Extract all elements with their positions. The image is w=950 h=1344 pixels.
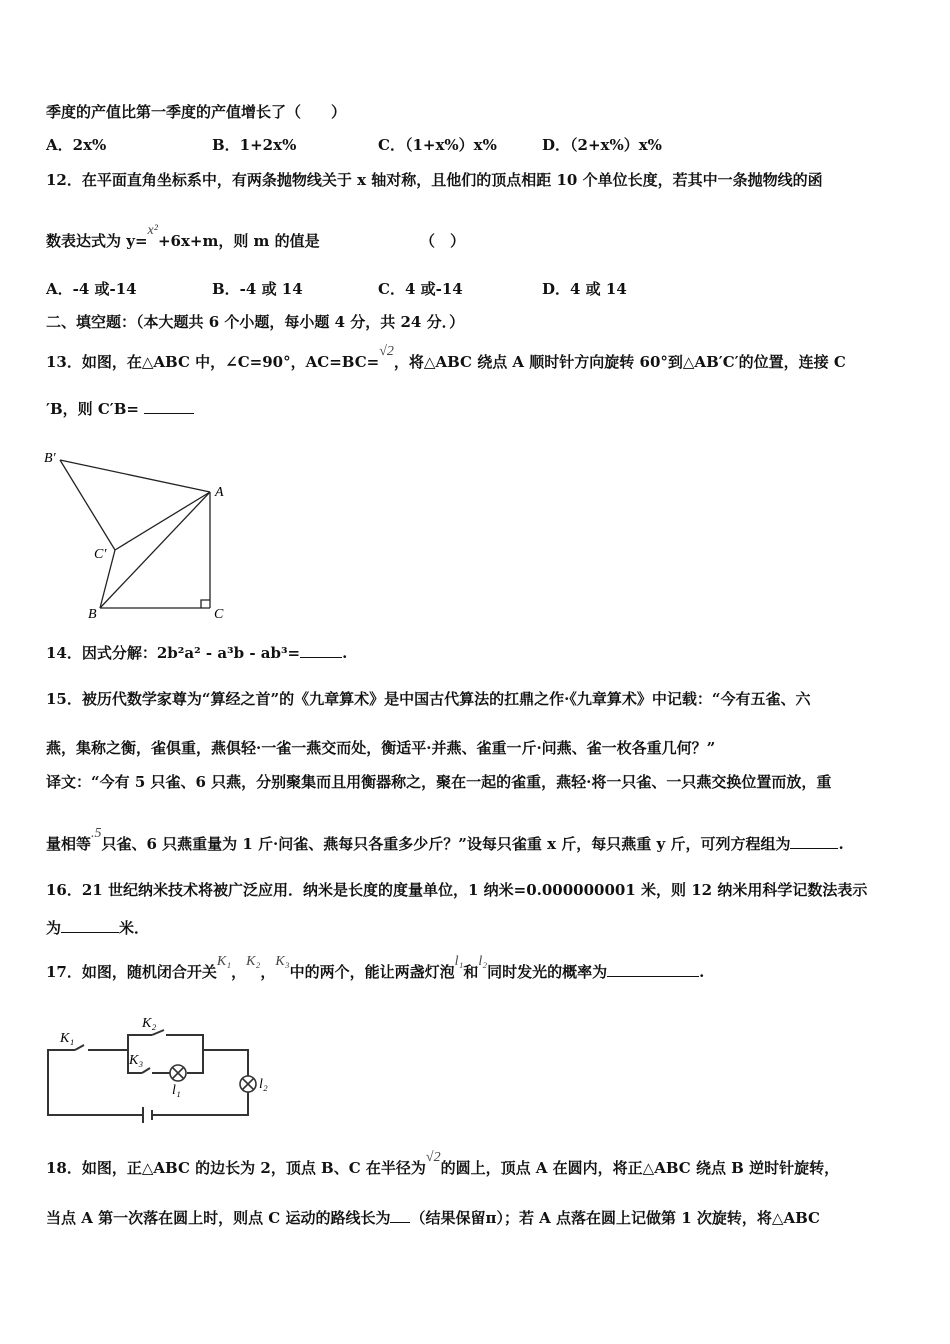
switch-k1[interactable]: [75, 1045, 84, 1050]
q17-a: 17．如图，随机闭合开关: [46, 963, 217, 981]
right-angle-mark: [201, 600, 210, 608]
label-c: C: [214, 607, 224, 622]
q18-line2-a: 当点 A 第一次落在圆上时，则点 C 运动的路线长为: [46, 1209, 391, 1227]
label-k2: K₂: [142, 1016, 157, 1031]
q18-line2: [46, 1208, 820, 1228]
q12-line2-b: +6x+m，则 m 的值是: [157, 232, 320, 250]
switch-k3[interactable]: [142, 1068, 150, 1073]
q12-line1: 12．在平面直角坐标系中，有两条抛物线关于 x 轴对称，且他们的顶点相距 10 个单位长度，若其中一条抛物线的函: [46, 171, 823, 189]
q11-option-c: C．（1+x%）x%: [378, 136, 497, 154]
q12-answer-paren: （ ）: [420, 232, 466, 250]
q16-answer-blank: [61, 918, 119, 933]
q18-line1: [46, 1150, 840, 1180]
label-k3: K₃: [129, 1053, 144, 1068]
q16-line2-b: 米．: [119, 919, 150, 937]
q14-answer-blank: [300, 643, 342, 658]
lamp-l2-icon: [240, 1076, 256, 1092]
q15-line3: 译文：“今有 5 只雀、6 只燕，分别聚集而且用衡器称之，聚在一起的雀重，燕轻·将一只雀、一只燕交换位置而放，重: [46, 773, 832, 791]
q12-option-a: A．-4 或-14: [46, 280, 137, 298]
q15-line4-b: 只雀、6 只燕重量为 1 斤·问雀、燕每只各重多少斤？”设每只雀重 x 斤，每只燕重 y 斤，可列方程组为: [101, 835, 791, 853]
q17-line: [46, 954, 705, 984]
q17-circuit-figure: [0, 1010, 290, 1130]
q13-triangle-figure: [0, 440, 260, 630]
wire-bottom-right: [152, 1092, 248, 1115]
q13-line1-b: ，将△ABC 绕点 A 顺时针方向旋转 60°到△AB′C′的位置，连接 C: [393, 353, 846, 371]
q12-line2: [46, 223, 320, 253]
q15-line1: 15．被历代数学家尊为“算经之首”的《九章算术》是中国古代算法的扛鼎之作·《九章算术》中记载：“今有五雀、六: [46, 690, 811, 708]
q17-end: .: [699, 963, 705, 981]
label-a: A: [215, 485, 224, 500]
q12-option-b: B．-4 或 14: [212, 280, 303, 298]
label-b: B: [88, 607, 97, 622]
q16-line1: 16．21 世纪纳米技术将被广泛应用．纳米是长度的度量单位，1 纳米=0.000000001 米，则 12 纳米用科学记数法表示: [46, 881, 868, 899]
q13-line1: [46, 344, 846, 374]
q15-line4: [46, 826, 844, 856]
q17-answer-blank: [607, 962, 699, 977]
q16-line2-a: 为: [46, 919, 62, 937]
segment-bp-cp: [60, 460, 115, 550]
q15-answer-blank: [790, 834, 838, 849]
q17-and: 和: [463, 963, 479, 981]
q17-l1: l₁: [454, 954, 464, 969]
q12-formula-image: x²: [147, 223, 158, 238]
q13-answer-blank: [144, 399, 194, 414]
q18-answer-blank: [390, 1208, 410, 1223]
q17-k1: K₁: [216, 954, 232, 969]
q15-end: .: [838, 835, 844, 853]
label-l1: l₁: [172, 1083, 181, 1098]
q18-line2-b: （结果保留π）；若 A 点落在圆上记做第 1 次旋转，将△ABC: [410, 1209, 820, 1227]
label-c-prime: C′: [94, 547, 107, 562]
q14-line: [46, 643, 347, 663]
q16-line2: [46, 918, 149, 938]
q17-b: 中的两个，能让两盏灯泡: [289, 963, 455, 981]
label-k1: K₁: [60, 1031, 75, 1046]
q12-line2-a: 数表达式为 y=: [46, 232, 148, 250]
label-b-prime: B′: [44, 451, 56, 466]
q17-k2: K₂: [246, 954, 261, 969]
q11-stem-tail: 季度的产值比第一季度的产值增长了（ ）: [46, 103, 347, 121]
q17-c: 同时发光的概率为: [487, 963, 608, 981]
q14-end: .: [342, 644, 348, 662]
q13-sqrt-image: √2: [379, 344, 394, 359]
q12-option-d: D．4 或 14: [542, 280, 627, 298]
q18-line1-a: 18．如图，正△ABC 的边长为 2，顶点 B、C 在半径为: [46, 1159, 426, 1177]
section-2-heading: 二、填空题：（本大题共 6 个小题，每小题 4 分，共 24 分．）: [46, 313, 465, 331]
q18-sqrt-image: √2: [425, 1150, 441, 1165]
q18-line1-b: 的圆上，顶点 A 在圆内，将正△ABC 绕点 B 逆时针旋转，: [440, 1159, 840, 1177]
q15-line4-a: 量相等: [46, 835, 92, 853]
wire-block-top-left: [128, 1035, 152, 1050]
q11-option-a: A．2x%: [46, 136, 107, 154]
q12-option-c: C．4 或-14: [378, 280, 463, 298]
q17-l2: l₂: [478, 954, 488, 969]
q11-option-d: D．（2+x%）x%: [542, 136, 662, 154]
q15-line2: 燕，集称之衡，雀俱重，燕俱轻·一雀一燕交而处，衡适平·并燕、雀重一斤·问燕、雀一枚各重几何？”: [46, 739, 716, 757]
segment-b-a: [100, 492, 210, 608]
q17-k3: K₃: [275, 954, 290, 969]
q13-line2: [46, 399, 194, 419]
q14-text: 14．因式分解：2b²a² - a³b - ab³=: [46, 644, 301, 662]
q13-line1-a: 13．如图，在△ABC 中，∠C=90°，AC=BC=: [46, 353, 380, 371]
label-l2: l₂: [259, 1077, 268, 1092]
segment-bp-a: [60, 460, 210, 492]
q17-sep2: ，: [260, 963, 276, 981]
wire-right-top: [203, 1050, 248, 1076]
q15-image-fragment: .5: [91, 826, 102, 841]
q13-line2-text: ′B，则 C′B=: [46, 400, 139, 418]
q17-sep1: ，: [231, 963, 247, 981]
q11-option-b: B．1+2x%: [212, 136, 297, 154]
lamp-l1-icon: [170, 1065, 186, 1081]
